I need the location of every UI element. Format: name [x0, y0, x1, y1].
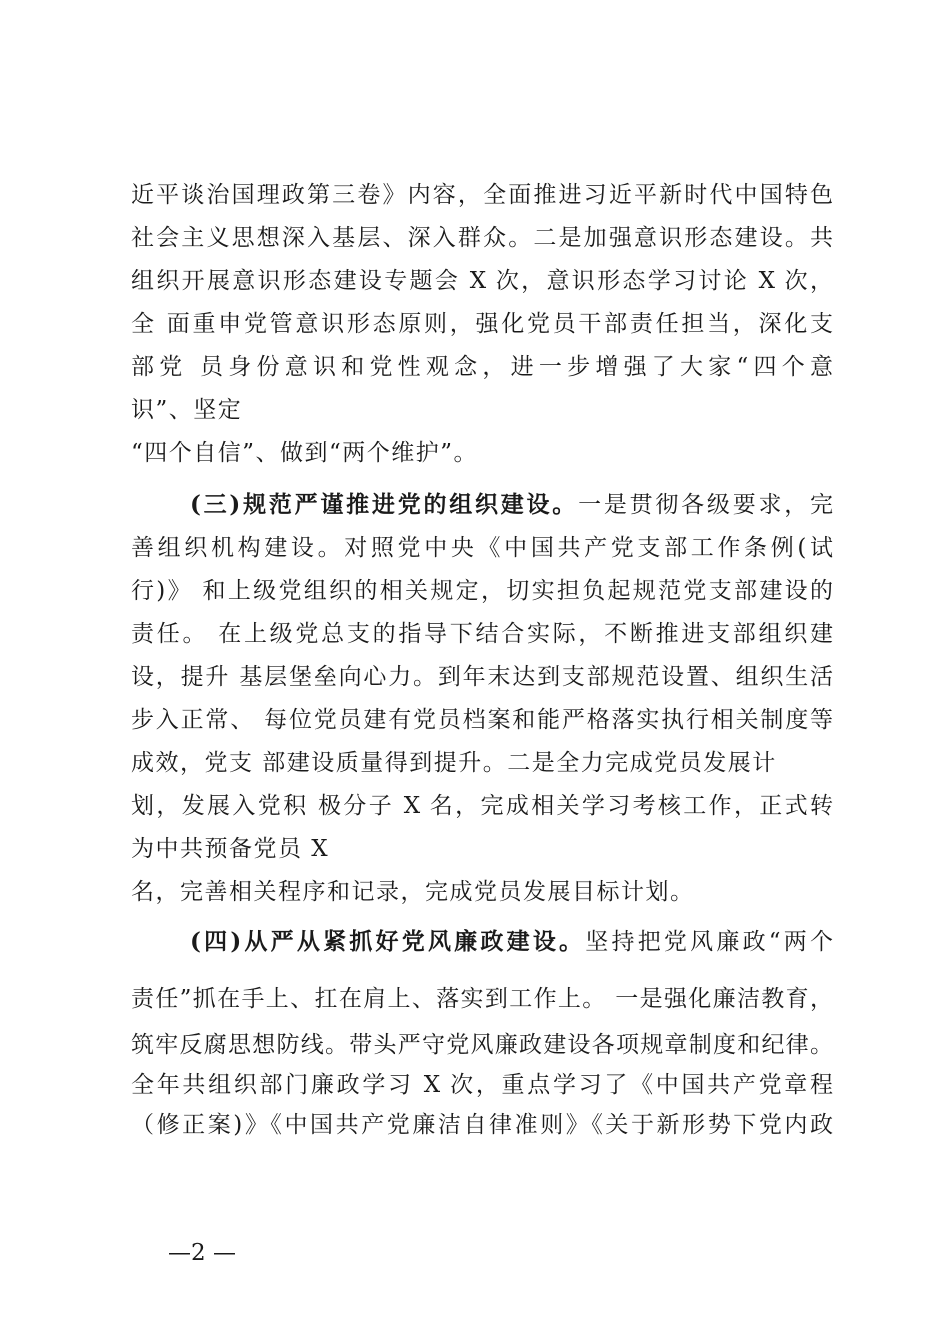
section-3-first-text: 一是贯彻各级要求，完: [578, 492, 834, 518]
section-4-heading: (四)从严从紧抓好党风廉政建设。: [190, 928, 586, 955]
page-number: —2 —: [168, 1240, 236, 1266]
paragraph-line: 名，完善相关程序和记录，完成党员发展目标计划。: [131, 879, 695, 905]
paragraph-line: 成效，党支 部建设质量得到提升。二是全力完成党员发展计: [131, 750, 777, 776]
paragraph-line: 识”、坚定: [131, 397, 243, 423]
paragraph-line: 社会主义思想深入基层、深入群众。二是加强意识形态建设。共: [131, 225, 833, 251]
paragraph-line: 设，提升 基层堡垒向心力。到年末达到支部规范设置、组织生活: [131, 664, 833, 690]
paragraph-line: （修正案)》《中国共产党廉洁自律准则》《关于新形势下党内政: [131, 1112, 833, 1138]
paragraph-line: 善组织机构建设。对照党中央《中国共产党支部工作条例(试: [131, 535, 833, 561]
paragraph-line: 近平谈治国理政第三卷》内容，全面推进习近平新时代中国特色: [131, 182, 833, 208]
paragraph-line: 划，发展入党积 极分子 X 名，完成相关学习考核工作，正式转: [131, 793, 833, 819]
paragraph-line: 步入正常、 每位党员建有党员档案和能严格落实执行相关制度等: [131, 707, 833, 733]
paragraph-line: “四个自信”、做到“两个维护”。: [131, 440, 479, 466]
paragraph-line: 组织开展意识形态建设专题会 X 次，意识形态学习讨论 X 次，: [131, 268, 833, 294]
paragraph-line: 责任。 在上级党总支的指导下结合实际，不断推进支部组织建: [131, 621, 833, 647]
paragraph-line: 全 面重申党管意识形态原则，强化党员干部责任担当，深化支: [131, 311, 833, 337]
section-3-first-line: [190, 490, 833, 520]
paragraph-line: 部党 员身份意识和党性观念，进一步增强了大家“四个意: [131, 354, 833, 380]
paragraph-line: 筑牢反腐思想防线。带头严守党风廉政建设各项规章制度和纪律。: [131, 1032, 833, 1058]
paragraph-line: 为中共预备党员 X: [131, 836, 330, 862]
section-4-first-line: [190, 927, 833, 957]
paragraph-line: 全年共组织部门廉政学习 X 次，重点学习了《中国共产党章程: [131, 1072, 833, 1098]
section-4-first-text: 坚持把党风廉政“两个: [585, 929, 833, 955]
paragraph-line: 行)》 和上级党组织的相关规定，切实担负起规范党支部建设的: [131, 578, 833, 604]
section-3-heading: (三)规范严谨推进党的组织建设。: [190, 491, 579, 518]
paragraph-line: 责任”抓在手上、扛在肩上、落实到工作上。 一是强化廉洁教育，: [131, 986, 833, 1012]
